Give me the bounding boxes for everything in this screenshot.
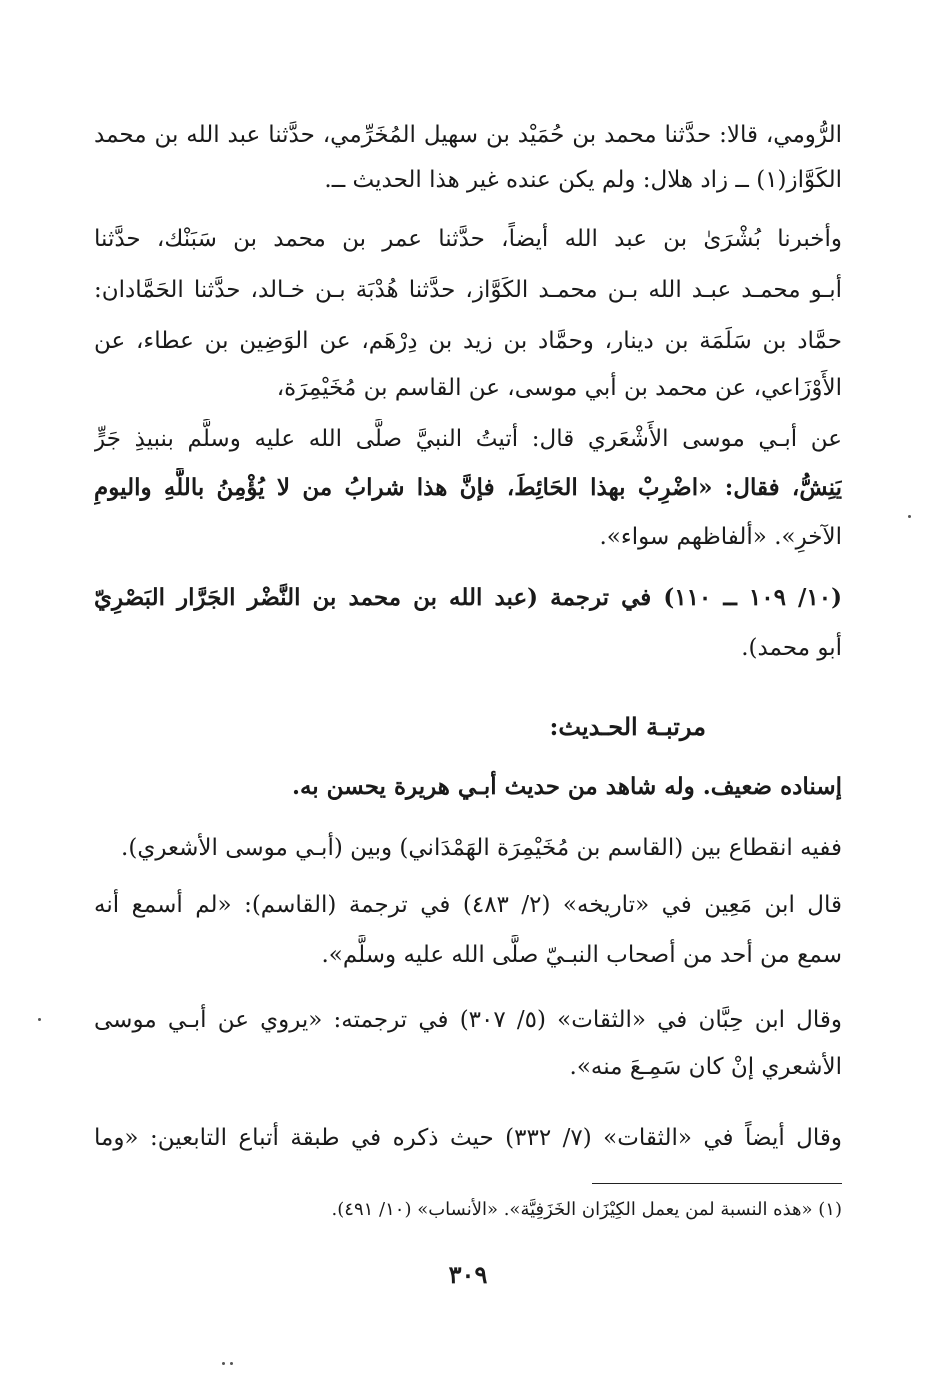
section-heading: مرتبـة الحـديث:	[549, 712, 706, 741]
hadith-line: الآخرِ». «ألفاظهم سواء».	[599, 524, 842, 550]
text-line: أبـو محمـد عبـد الله بـن محمـد الكَوَّاز، حدَّثنا هُدْبَة بـن خـالد، حدَّثنا الحَمَّادان:	[94, 277, 842, 303]
text-line: الأشعري إنْ كان سَمِـعَ منه».	[569, 1054, 842, 1080]
text-line: سمع من أحد من أصحاب النبـيّ صلَّى الله عليه وسلَّم».	[321, 942, 842, 968]
scan-speck	[222, 1362, 225, 1365]
text-line: الرُّومي، قالا: حدَّثنا محمد بن حُمَيْد بن سهيل المُخَرِّمي، حدَّثنا عبد الله بن محمد	[94, 122, 842, 148]
grading-line: إسناده ضعيف. وله شاهد من حديث أبـي هريرة يحسن به.	[291, 773, 842, 800]
text-line: وقال أيضاً في «الثقات» (٧/ ٣٣٢) حيث ذكره في طبقة أتباع التابعين: «وما	[94, 1125, 842, 1151]
hadith-line: يَنِشُّ، فقال: «اضْرِبْ بهذا الحَائِطَ، فإنَّ هذا شرابُ من لا يُؤْمِنُ باللَّهِ واليومِ	[94, 474, 842, 501]
scan-speck	[908, 515, 911, 518]
page-number: ٣٠٩	[448, 1260, 488, 1289]
text-line: وقال ابن حِبَّان في «الثقات» (٥/ ٣٠٧) في ترجمته: «يروي عن أبـي موسى	[94, 1007, 842, 1033]
text-line: الأَوْزَاعي، عن محمد بن أبي موسى، عن القاسم بن مُخَيْمِرَة،	[276, 375, 842, 401]
text-line: حمَّاد بن سَلَمَة بن دينار، وحمَّاد بن زيد بن دِرْهَم، عن الوَضِين بن عطاء، عن	[94, 328, 842, 354]
scan-speck	[38, 1018, 41, 1021]
reference-line: أبو محمد).	[741, 635, 842, 661]
text-line: وأخبرنا بُشْرَىٰ بن عبد الله أيضاً، حدَّثنا عمر بن محمد بن سَبَنْك، حدَّثنا	[94, 226, 842, 252]
scan-speck	[230, 1362, 233, 1365]
footnote: (١) «هذه النسبة لمن يعمل الكِيْزَان الخَزَفِيَّة». «الأنساب» (١٠/ ٤٩١).	[331, 1199, 842, 1220]
reference-line: (١٠/ ١٠٩ ــ ١١٠) في ترجمة (عبد الله بن محمد بن النَّضْر الجَرَّار البَصْرِيّ	[94, 584, 842, 611]
text-line: عن أبـي موسى الأَشْعَري قال: أتيتُ النبيَّ صلَّى الله عليه وسلَّم بنبيذِ جَرٍّ	[94, 426, 842, 452]
text-line: قال ابن مَعِين في «تاريخه» (٢/ ٤٨٣) في ترجمة (القاسم): «لم أسمع أنه	[94, 892, 842, 918]
text-line: الكَوَّاز(١) ــ زاد هلال: ولم يكن عنده غير هذا الحديث ــ.	[324, 167, 842, 193]
footnote-divider	[592, 1183, 842, 1184]
text-line: ففيه انقطاع بين (القاسم بن مُخَيْمِرَة الهَمْدَاني) وبين (أبـي موسى الأشعري).	[121, 835, 842, 861]
